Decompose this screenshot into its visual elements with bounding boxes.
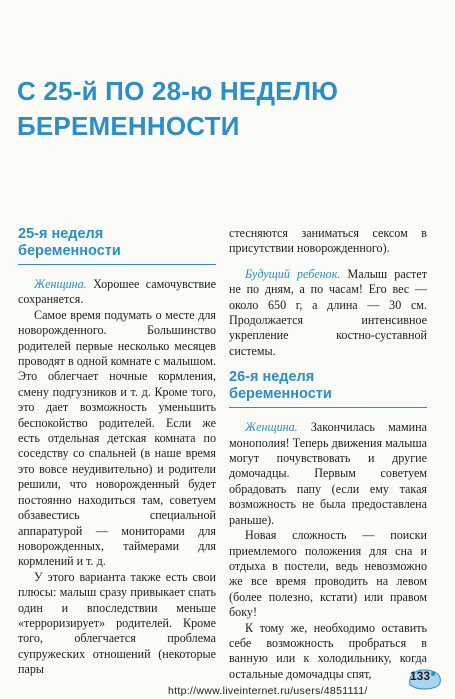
week-26-heading bbox=[229, 369, 427, 408]
baby-text: Малыш растет не по дням, а по часам! Его вес — около 650 г, а длина — 30 см. Продолжается интенсивное укрепление костно-суставной системы. bbox=[229, 266, 427, 358]
week-25-heading-line-1: 25-я неделя bbox=[18, 226, 104, 242]
woman-text-26: Закончилась мамина монополия! Теперь движения малыша могут почувствовать и другие домочадцы. Первым советуем обрадовать папу (если ему такая возможность не была предоставлена раньше). bbox=[229, 420, 427, 527]
right-column bbox=[229, 226, 427, 682]
week-26-woman-paragraph bbox=[229, 420, 427, 528]
woman-lead-label-26: Женщина. bbox=[245, 420, 298, 435]
week-26-heading-line-1: 26-я неделя bbox=[229, 369, 315, 386]
week-25-woman-paragraph bbox=[18, 277, 216, 308]
week-25-baby-paragraph bbox=[229, 267, 427, 359]
chapter-title-line-1: С 25-й ПО 28-ю НЕДЕЛЮ bbox=[17, 76, 339, 106]
week-25-paragraph-3-continued: стесняются заниматься сексом в присутствии новорожденного). bbox=[229, 226, 427, 256]
week-26-heading-line-2: беременности bbox=[229, 386, 332, 403]
week-26-paragraph-3: К тому же, необходимо оставить себе возможность пробраться в ванную или к холодильнику, когда остальные домочадцы спят, bbox=[229, 620, 427, 681]
week-25-heading-line-2: беременности bbox=[18, 243, 121, 259]
baby-lead-label: Будущий ребенок. bbox=[245, 266, 341, 281]
woman-lead-label: Женщина. bbox=[34, 277, 87, 291]
left-column bbox=[18, 226, 216, 678]
week-25-paragraph-2: Самое время подумать о месте для новорожденного. Большинство родителей первые несколько месяцев проводят в одной комнате с малышом. Это облегчает ночные кормления, смену подгузников и т. д. Кроме того, это дает возможность уменьшить беспокойство родителей. Если же есть отдельная детская комната по соседству со спальней (в наше время это вовсе неудивительно) и родители решили, что новорожденный будет постоянно находиться там, советуем обзавестись специальной аппаратурой — мониторами для новорожденных, таймерами для кормлений и т. д. bbox=[18, 307, 216, 569]
chapter-title bbox=[17, 74, 447, 144]
week-26-paragraph-2: Новая сложность — поиски приемлемого положения для сна и отдыха в постели, ведь невозможно же все время проводить на левом (более полезно, кстати) или правом боку! bbox=[229, 528, 427, 620]
page-number: 133 bbox=[410, 669, 431, 683]
week-25-paragraph-3: У этого варианта также есть свои плюсы: малыш сразу привыкает спать один и впоследствии меньше «терроризирует» родителей. Кроме того, облегчается проблема супружеских отношений (некоторые пары bbox=[18, 569, 216, 677]
source-url[interactable]: http://www.liveinternet.ru/users/4851111/ bbox=[168, 685, 368, 697]
week-25-heading bbox=[18, 226, 216, 265]
woman-text: Хорошее самочувствие сохраняется. bbox=[18, 277, 216, 307]
chapter-title-line-2: БЕРЕМЕННОСТИ bbox=[17, 111, 240, 141]
